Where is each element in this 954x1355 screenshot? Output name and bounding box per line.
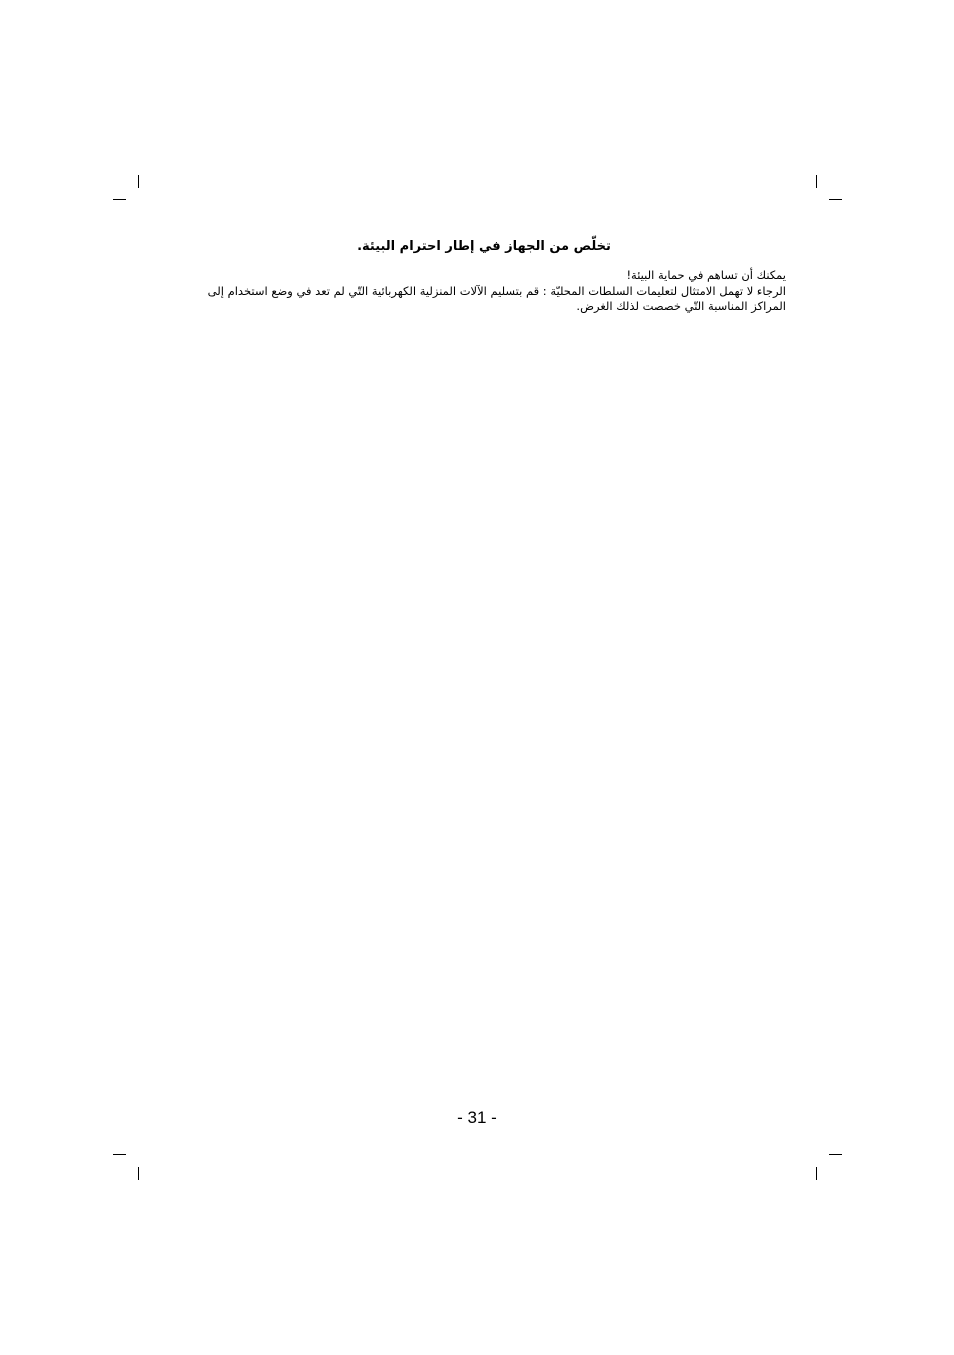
crop-mark-bottom-right-horizontal xyxy=(829,1154,842,1155)
crop-mark-bottom-left-vertical xyxy=(138,1167,139,1180)
crop-mark-bottom-left-horizontal xyxy=(113,1154,126,1155)
crop-mark-top-right-vertical xyxy=(816,175,817,188)
intro-line: يمكنك أن تساهم في حماية البيئة! xyxy=(626,268,786,282)
section-heading: تخلّص من الجهاز في إطار احترام البيئة. xyxy=(357,239,611,254)
document-body xyxy=(182,238,786,315)
page-number: - 31 - xyxy=(457,1108,497,1127)
disposal-instructions: الرجاء لا تهمل الامتثال لتعليمات السلطات المحليّة : قم بتسليم الآلات المنزلية الكهربائية التّي لم تعد في وضع استخدام إلى المراكز المناسبة التّي خصصت لذلك الغرض. xyxy=(207,283,786,313)
crop-mark-top-left-horizontal xyxy=(113,199,126,200)
crop-mark-top-right-horizontal xyxy=(829,199,842,200)
crop-mark-top-left-vertical xyxy=(138,175,139,188)
crop-mark-bottom-right-vertical xyxy=(816,1167,817,1180)
